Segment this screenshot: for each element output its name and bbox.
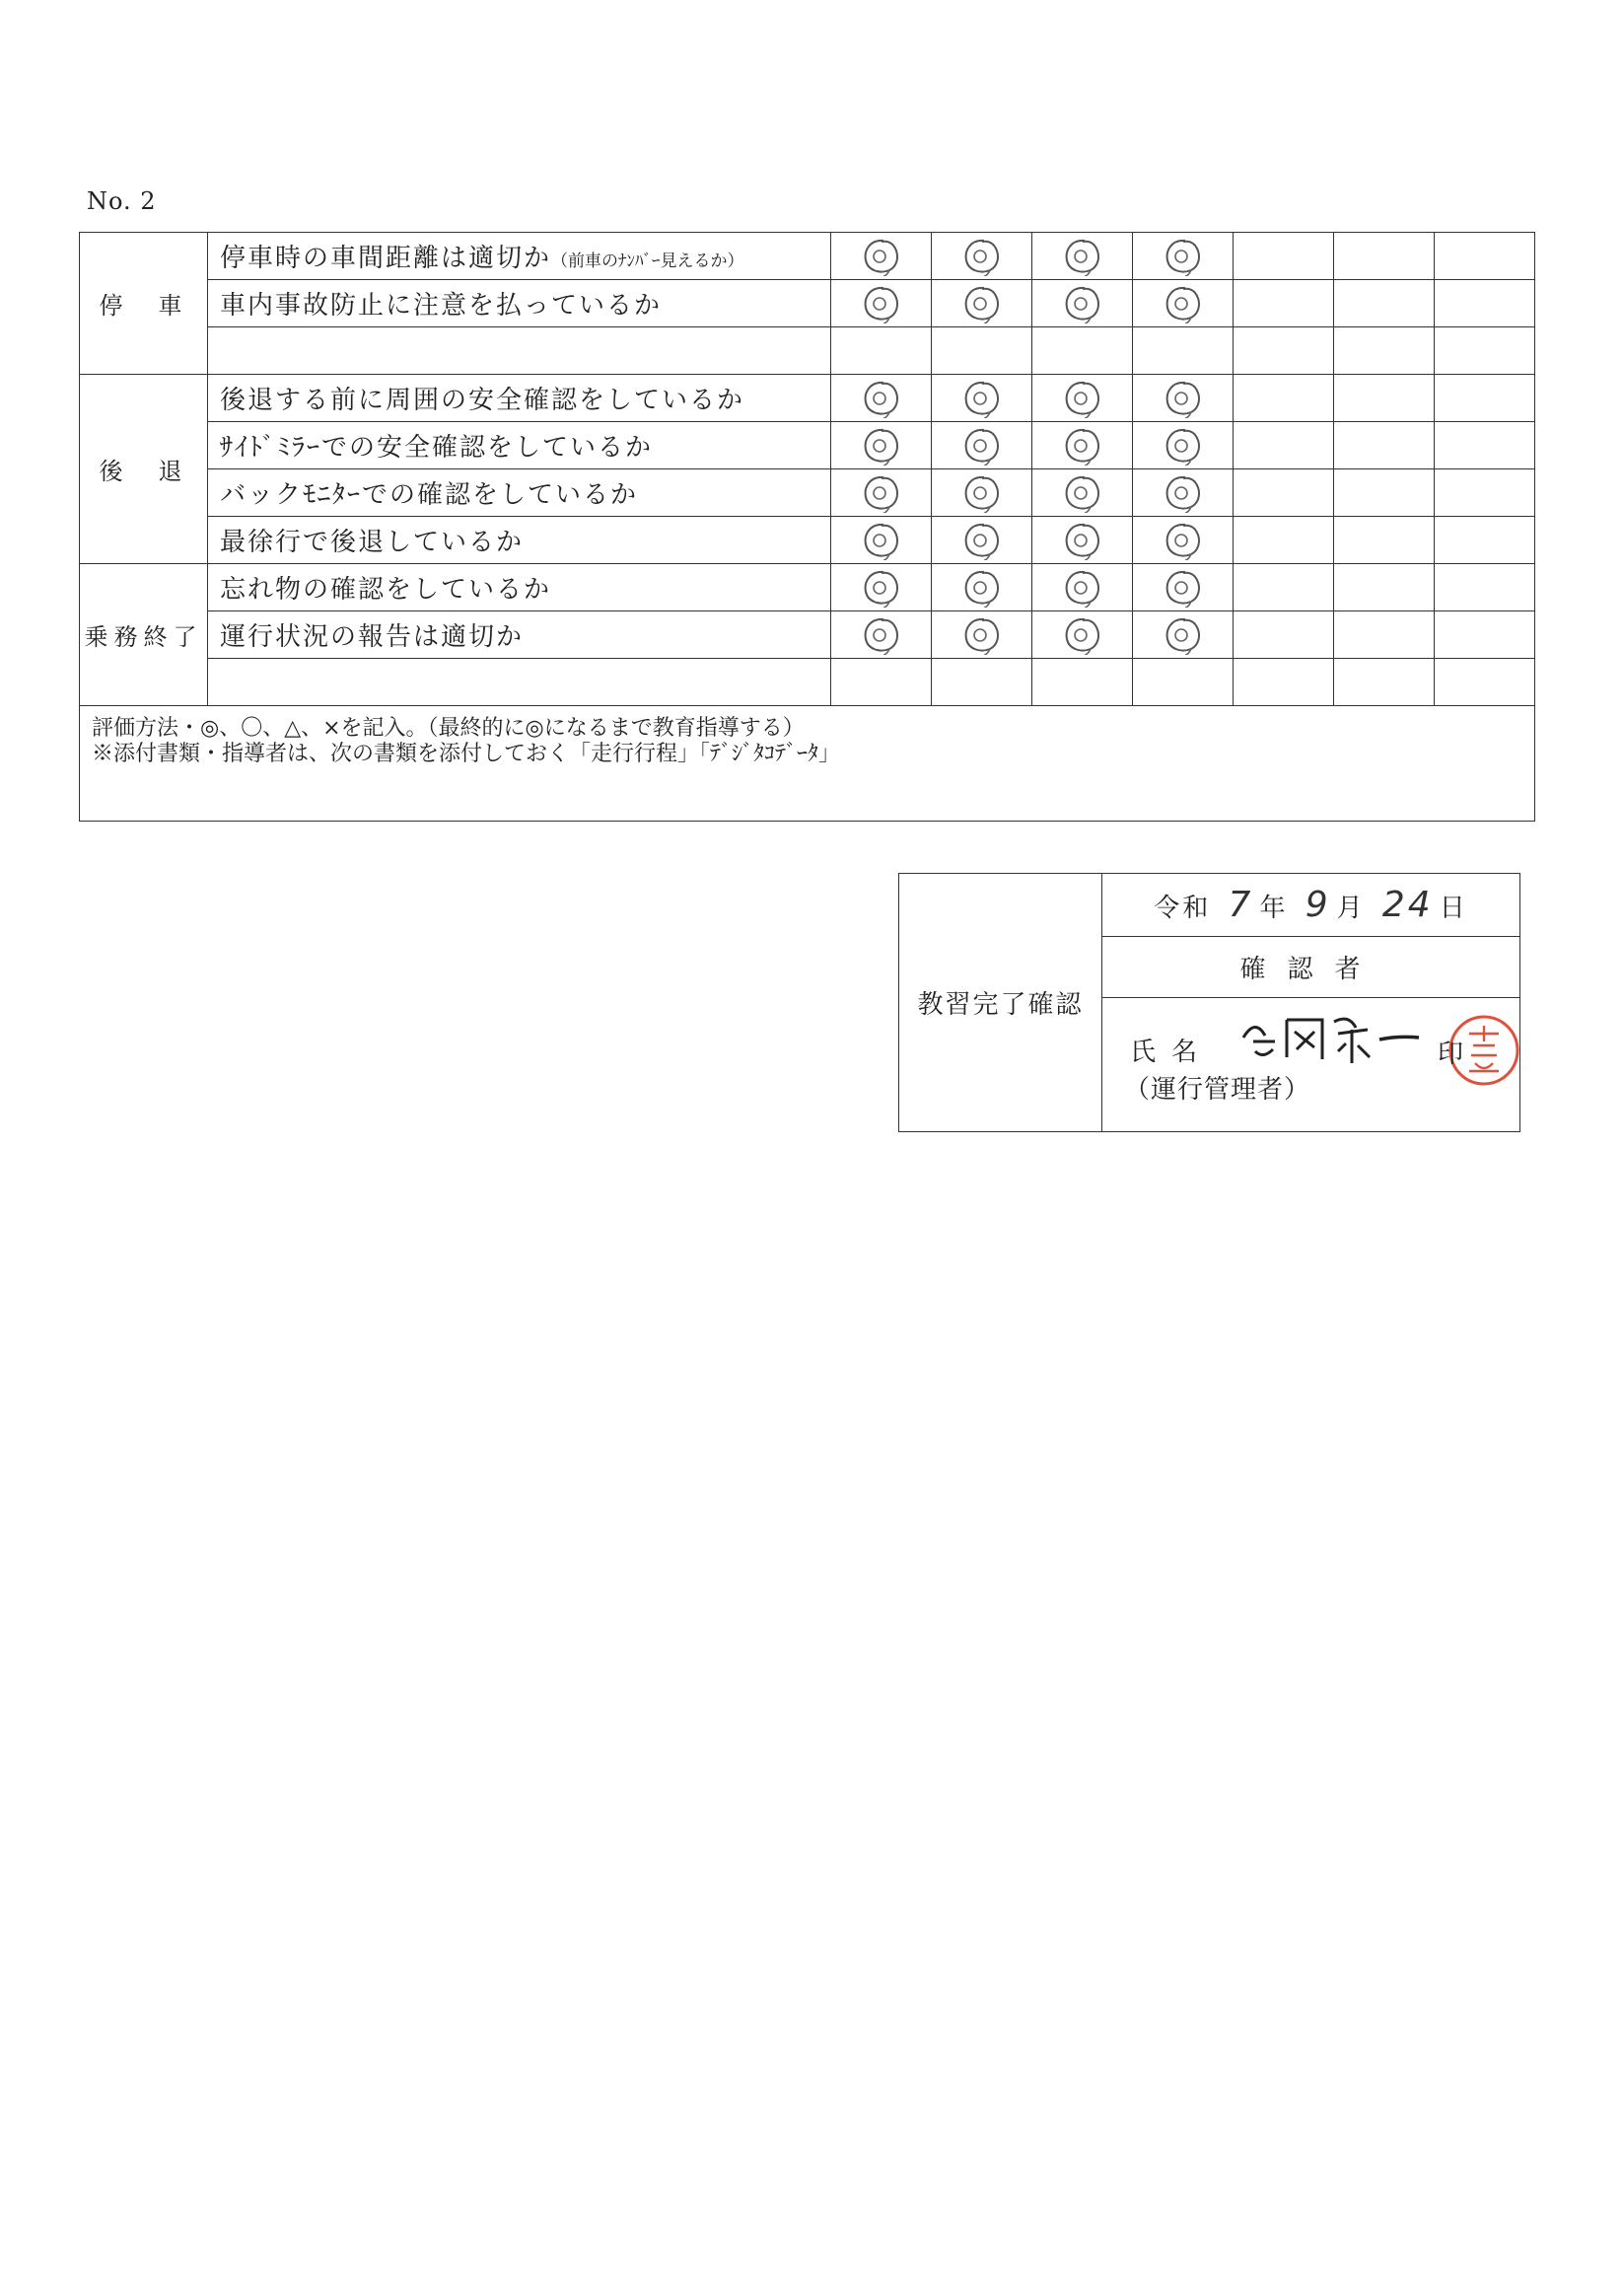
evaluation-cell	[1334, 659, 1435, 706]
check-item	[208, 422, 831, 469]
evaluation-cell	[1133, 517, 1234, 564]
evaluation-cell	[932, 517, 1032, 564]
evaluation-cell	[1334, 327, 1435, 375]
evaluation-cell	[1133, 327, 1234, 375]
evaluation-cell	[1133, 564, 1234, 611]
double-circle-mark-icon	[1133, 237, 1233, 276]
evaluation-cell	[932, 280, 1032, 327]
table-row	[80, 233, 1535, 280]
evaluation-cell	[1234, 422, 1334, 469]
evaluation-footnote	[80, 706, 1535, 822]
evaluation-cell	[1133, 611, 1234, 659]
double-circle-mark-icon	[1032, 568, 1132, 608]
double-circle-mark-icon	[831, 568, 931, 608]
table-row	[80, 375, 1535, 422]
double-circle-mark-icon	[831, 473, 931, 513]
check-item	[208, 611, 831, 659]
evaluation-cell	[1032, 233, 1133, 280]
double-circle-mark-icon	[1032, 521, 1132, 560]
evaluation-cell	[1234, 469, 1334, 517]
year-value: 7	[1228, 885, 1254, 925]
evaluation-cell	[1334, 469, 1435, 517]
year-unit: 年	[1259, 894, 1289, 923]
evaluation-cell	[831, 564, 932, 611]
check-item-label: 運行状況の報告は適切か	[220, 622, 525, 652]
attachment-note-text: ※添付書類・指導者は、次の書類を添付しておく「走行行程」「ﾃﾞｼﾞﾀｺﾃﾞｰﾀ」	[92, 742, 841, 766]
check-item-label: 最徐行で後退しているか	[220, 528, 525, 557]
table-row	[80, 280, 1535, 327]
month-unit: 月	[1336, 894, 1366, 923]
evaluation-cell	[831, 659, 932, 706]
evaluation-cell	[932, 564, 1032, 611]
category-label: 後 退	[80, 375, 208, 564]
day-value: 24	[1381, 885, 1434, 925]
checklist-table	[79, 232, 1535, 822]
evaluation-cell	[932, 375, 1032, 422]
check-item-label: 停車時の車間距離は適切か	[220, 244, 552, 273]
check-item	[208, 233, 831, 280]
evaluation-cell	[1032, 469, 1133, 517]
evaluation-cell	[932, 469, 1032, 517]
evaluation-cell	[1334, 611, 1435, 659]
manager-role-label: （運行管理者）	[1124, 1075, 1311, 1105]
evaluation-cell	[1435, 327, 1535, 375]
evaluation-cell	[1334, 280, 1435, 327]
category-label: 停 車	[80, 233, 208, 375]
evaluation-cell	[932, 422, 1032, 469]
signature-cell	[1102, 998, 1520, 1132]
double-circle-mark-icon	[932, 615, 1031, 655]
double-circle-mark-icon	[1133, 426, 1233, 466]
check-item-label: 車内事故防止に注意を払っているか	[220, 291, 663, 321]
double-circle-mark-icon	[932, 568, 1031, 608]
double-circle-mark-icon	[1032, 237, 1132, 276]
evaluation-cell	[1334, 422, 1435, 469]
evaluation-method-text: 評価方法・◎、〇、△、×を記入。（最終的に◎になるまで教育指導する）	[92, 716, 805, 741]
table-row	[80, 659, 1535, 706]
double-circle-mark-icon	[1133, 568, 1233, 608]
check-item	[208, 517, 831, 564]
double-circle-mark-icon	[831, 237, 931, 276]
evaluation-cell	[932, 327, 1032, 375]
evaluation-cell	[1435, 517, 1535, 564]
evaluation-cell	[1334, 517, 1435, 564]
evaluation-cell	[932, 659, 1032, 706]
double-circle-mark-icon	[932, 237, 1031, 276]
check-item-label: バックﾓﾆﾀｰでの確認をしているか	[220, 480, 639, 510]
evaluation-cell	[831, 233, 932, 280]
double-circle-mark-icon	[932, 426, 1031, 466]
seal-mark-label: 印	[1438, 1040, 1465, 1069]
evaluation-cell	[1032, 517, 1133, 564]
double-circle-mark-icon	[1032, 473, 1132, 513]
evaluation-cell	[1435, 469, 1535, 517]
day-unit: 日	[1439, 894, 1468, 923]
check-item-label: ｻｲﾄﾞﾐﾗｰでの安全確認をしているか	[220, 433, 654, 463]
check-item	[208, 564, 831, 611]
evaluation-cell	[1032, 280, 1133, 327]
evaluation-cell	[1234, 233, 1334, 280]
evaluation-cell	[1435, 659, 1535, 706]
evaluation-cell	[1435, 375, 1535, 422]
completion-confirmation-label: 教習完了確認	[899, 874, 1102, 1132]
evaluation-cell	[1032, 659, 1133, 706]
evaluation-cell	[1234, 659, 1334, 706]
evaluation-cell	[1032, 375, 1133, 422]
evaluation-cell	[1133, 375, 1234, 422]
double-circle-mark-icon	[831, 284, 931, 323]
table-row	[80, 327, 1535, 375]
era-label: 令和	[1154, 894, 1212, 923]
month-value: 9	[1305, 885, 1331, 925]
evaluation-cell	[1234, 517, 1334, 564]
double-circle-mark-icon	[1133, 379, 1233, 418]
evaluation-cell	[1234, 564, 1334, 611]
evaluation-cell	[1032, 564, 1133, 611]
completion-confirmation-table	[898, 873, 1520, 1132]
name-label: 氏名	[1130, 1038, 1214, 1067]
double-circle-mark-icon	[1032, 379, 1132, 418]
evaluation-cell	[1133, 280, 1234, 327]
evaluation-cell	[1234, 327, 1334, 375]
check-item	[208, 327, 831, 375]
double-circle-mark-icon	[1032, 284, 1132, 323]
evaluation-cell	[1334, 375, 1435, 422]
double-circle-mark-icon	[932, 473, 1031, 513]
evaluation-cell	[831, 280, 932, 327]
evaluation-cell	[1435, 280, 1535, 327]
evaluation-cell	[1234, 611, 1334, 659]
evaluation-cell	[1234, 375, 1334, 422]
evaluation-cell	[932, 233, 1032, 280]
evaluation-cell	[1133, 422, 1234, 469]
double-circle-mark-icon	[1133, 521, 1233, 560]
evaluation-cell	[831, 327, 932, 375]
evaluation-cell	[932, 611, 1032, 659]
category-label: 乗務終了	[80, 564, 208, 706]
evaluation-cell	[1032, 422, 1133, 469]
double-circle-mark-icon	[1133, 615, 1233, 655]
double-circle-mark-icon	[1133, 284, 1233, 323]
double-circle-mark-icon	[1032, 426, 1132, 466]
table-row	[80, 564, 1535, 611]
evaluation-cell	[1435, 233, 1535, 280]
table-row	[80, 422, 1535, 469]
double-circle-mark-icon	[932, 284, 1031, 323]
evaluation-cell	[831, 422, 932, 469]
double-circle-mark-icon	[1032, 615, 1132, 655]
check-item-note: （前車のﾅﾝﾊﾞｰ見えるか）	[551, 251, 744, 271]
check-item	[208, 469, 831, 517]
evaluation-cell	[831, 517, 932, 564]
check-item	[208, 375, 831, 422]
check-item	[208, 280, 831, 327]
check-item-label: 忘れ物の確認をしているか	[220, 575, 552, 605]
evaluation-cell	[831, 469, 932, 517]
evaluation-cell	[1133, 233, 1234, 280]
evaluation-cell	[1032, 611, 1133, 659]
double-circle-mark-icon	[831, 615, 931, 655]
double-circle-mark-icon	[831, 426, 931, 466]
evaluation-cell	[1334, 564, 1435, 611]
evaluation-cell	[1133, 469, 1234, 517]
evaluation-cell	[831, 611, 932, 659]
double-circle-mark-icon	[831, 521, 931, 560]
evaluation-cell	[1234, 280, 1334, 327]
double-circle-mark-icon	[932, 521, 1031, 560]
double-circle-mark-icon	[1133, 473, 1233, 513]
evaluation-cell	[1133, 659, 1234, 706]
evaluation-cell	[1032, 327, 1133, 375]
table-row	[80, 517, 1535, 564]
confirmation-date	[1102, 874, 1520, 937]
evaluation-cell	[1435, 422, 1535, 469]
table-row	[80, 611, 1535, 659]
evaluation-cell	[1334, 233, 1435, 280]
check-item	[208, 659, 831, 706]
handwritten-signature	[1235, 1008, 1423, 1067]
page-number: No. 2	[87, 187, 157, 215]
double-circle-mark-icon	[831, 379, 931, 418]
table-row	[80, 469, 1535, 517]
evaluation-cell	[1435, 564, 1535, 611]
confirmer-label: 確認者	[1102, 937, 1520, 998]
evaluation-cell	[1435, 611, 1535, 659]
check-item-label: 後退する前に周囲の安全確認をしているか	[220, 386, 745, 415]
double-circle-mark-icon	[932, 379, 1031, 418]
evaluation-cell	[831, 375, 932, 422]
